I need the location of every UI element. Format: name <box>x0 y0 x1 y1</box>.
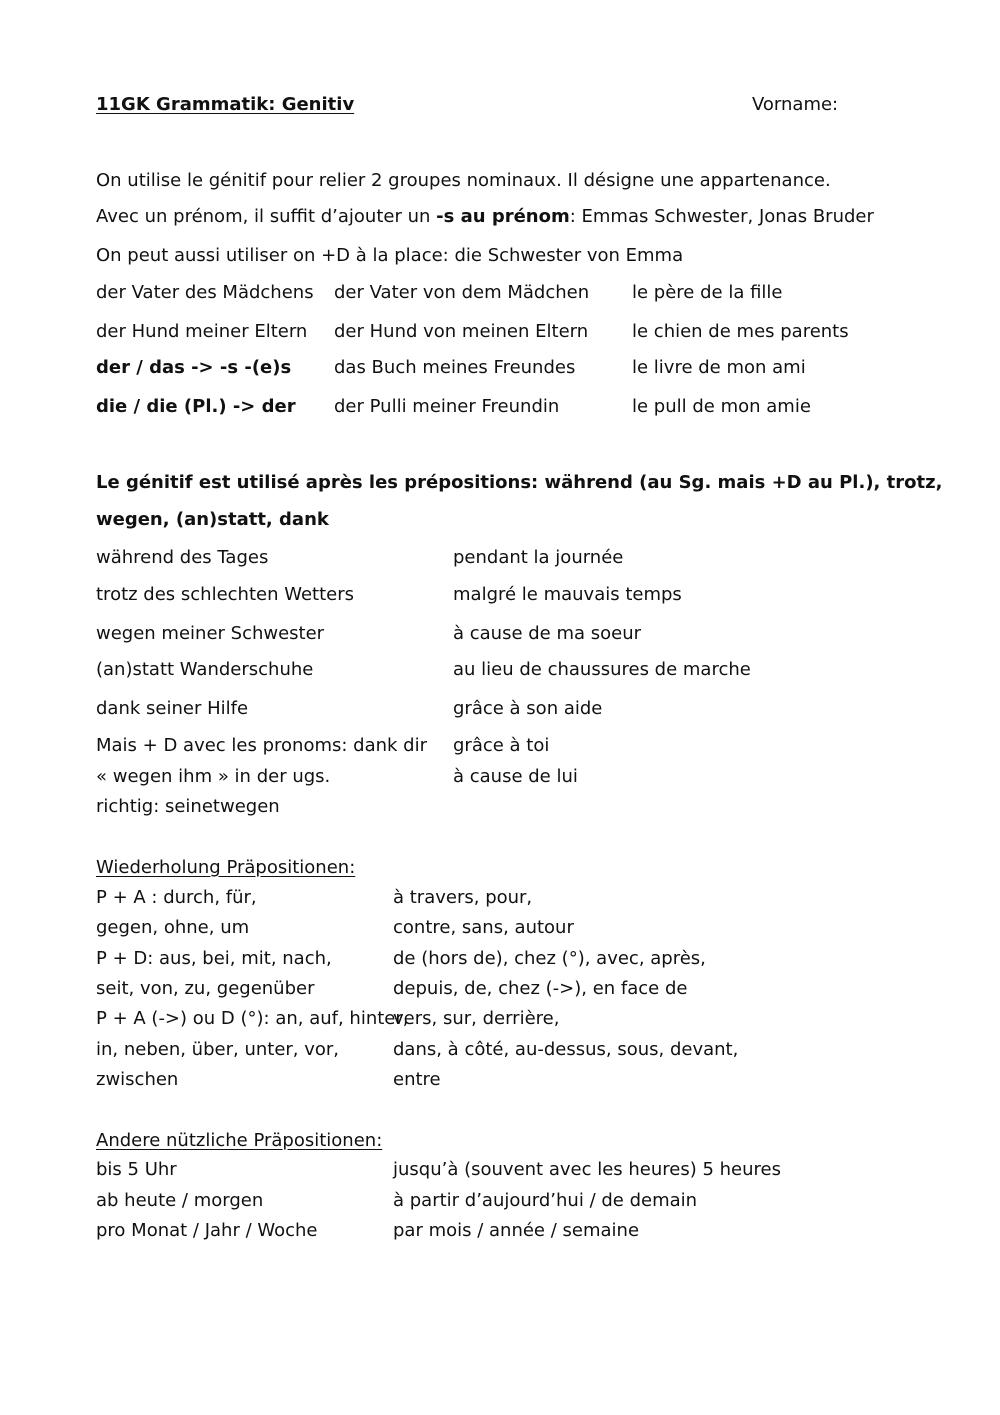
review-row-3-fr: de (hors de), chez (°), avec, après, <box>393 948 706 969</box>
review-row-2-fr: contre, sans, autour <box>393 917 574 938</box>
other-heading: Andere nützliche Präpositionen: <box>96 1130 383 1151</box>
review-row-1-de: P + A : durch, für, <box>96 887 257 908</box>
intro-line-1: On utilise le génitif pour relier 2 groupes nominaux. Il désigne une appartenance. <box>96 170 831 191</box>
prepositions-heading-line-1: Le génitif est utilisé après les prépositions: während (au Sg. mais +D au Pl.), trotz, <box>96 472 943 493</box>
other-row-3-fr: par mois / année / semaine <box>393 1220 640 1241</box>
genitive-row-1-col-2: der Vater von dem Mädchen <box>334 282 590 303</box>
intro-line-2-examples: : Emmas Schwester, Jonas Bruder <box>569 206 874 227</box>
prep-example-7-fr: à cause de lui <box>453 766 578 787</box>
review-row-6-fr: dans, à côté, au-dessus, sous, devant, <box>393 1039 739 1060</box>
review-row-3-de: P + D: aus, bei, mit, nach, <box>96 948 332 969</box>
other-row-3-de: pro Monat / Jahr / Woche <box>96 1220 318 1241</box>
prep-example-4-fr: au lieu de chaussures de marche <box>453 659 751 680</box>
prep-example-2-de: trotz des schlechten Wetters <box>96 584 355 605</box>
prep-example-6-fr: grâce à toi <box>453 735 550 756</box>
other-row-2-de: ab heute / morgen <box>96 1190 264 1211</box>
review-heading: Wiederholung Präpositionen: <box>96 857 356 878</box>
vorname-label: Vorname: <box>752 94 839 115</box>
genitive-row-2-col-2: der Hund von meinen Eltern <box>334 321 589 342</box>
other-row-1-fr: jusqu’à (souvent avec les heures) 5 heures <box>393 1159 781 1180</box>
genitive-row-4-col-3: le pull de mon amie <box>632 396 811 417</box>
review-row-4-de: seit, von, zu, gegenüber <box>96 978 315 999</box>
other-row-1-de: bis 5 Uhr <box>96 1159 177 1180</box>
intro-line-2-text: Avec un prénom, il suffit d’ajouter un <box>96 206 437 227</box>
other-row-2-fr: à partir d’aujourd’hui / de demain <box>393 1190 698 1211</box>
review-row-7-de: zwischen <box>96 1069 179 1090</box>
intro-line-3: On peut aussi utiliser on +D à la place: die Schwester von Emma <box>96 245 684 266</box>
prep-example-3-de: wegen meiner Schwester <box>96 623 325 644</box>
intro-line-2-bold: -s au prénom <box>436 206 570 227</box>
genitive-row-3-col-3: le livre de mon ami <box>632 357 806 378</box>
prep-example-5-de: dank seiner Hilfe <box>96 698 249 719</box>
genitive-row-2-col-1: der Hund meiner Eltern <box>96 321 308 342</box>
prep-example-1-fr: pendant la journée <box>453 547 624 568</box>
review-row-1-fr: à travers, pour, <box>393 887 533 908</box>
review-row-5-fr: vers, sur, derrière, <box>393 1008 560 1029</box>
genitive-row-4-col-2: der Pulli meiner Freundin <box>334 396 560 417</box>
prep-example-4-de: (an)statt Wanderschuhe <box>96 659 314 680</box>
genitive-row-1-col-3: le père de la fille <box>632 282 783 303</box>
review-row-5-de: P + A (->) ou D (°): an, auf, hinter, <box>96 1008 409 1029</box>
prep-example-8-de: richtig: seinetwegen <box>96 796 280 817</box>
intro-line-2 <box>96 206 874 228</box>
review-row-6-de: in, neben, über, unter, vor, <box>96 1039 340 1060</box>
genitive-row-3-col-2: das Buch meines Freundes <box>334 357 576 378</box>
prep-example-3-fr: à cause de ma soeur <box>453 623 642 644</box>
prep-example-6-de: Mais + D avec les pronoms: dank dir <box>96 735 427 756</box>
genitive-row-2-col-3: le chien de mes parents <box>632 321 849 342</box>
review-row-2-de: gegen, ohne, um <box>96 917 250 938</box>
prep-example-7-de: « wegen ihm » in der ugs. <box>96 766 331 787</box>
prep-example-1-de: während des Tages <box>96 547 269 568</box>
genitive-row-3-col-1: der / das -> -s -(e)s <box>96 357 292 378</box>
prep-example-2-fr: malgré le mauvais temps <box>453 584 682 605</box>
prep-example-5-fr: grâce à son aide <box>453 698 603 719</box>
review-row-4-fr: depuis, de, chez (->), en face de <box>393 978 688 999</box>
genitive-row-1-col-1: der Vater des Mädchens <box>96 282 314 303</box>
genitive-row-4-col-1: die / die (Pl.) -> der <box>96 396 296 417</box>
page-title: 11GK Grammatik: Genitiv <box>96 94 355 115</box>
review-row-7-fr: entre <box>393 1069 441 1090</box>
prepositions-heading-line-2: wegen, (an)statt, dank <box>96 509 329 530</box>
